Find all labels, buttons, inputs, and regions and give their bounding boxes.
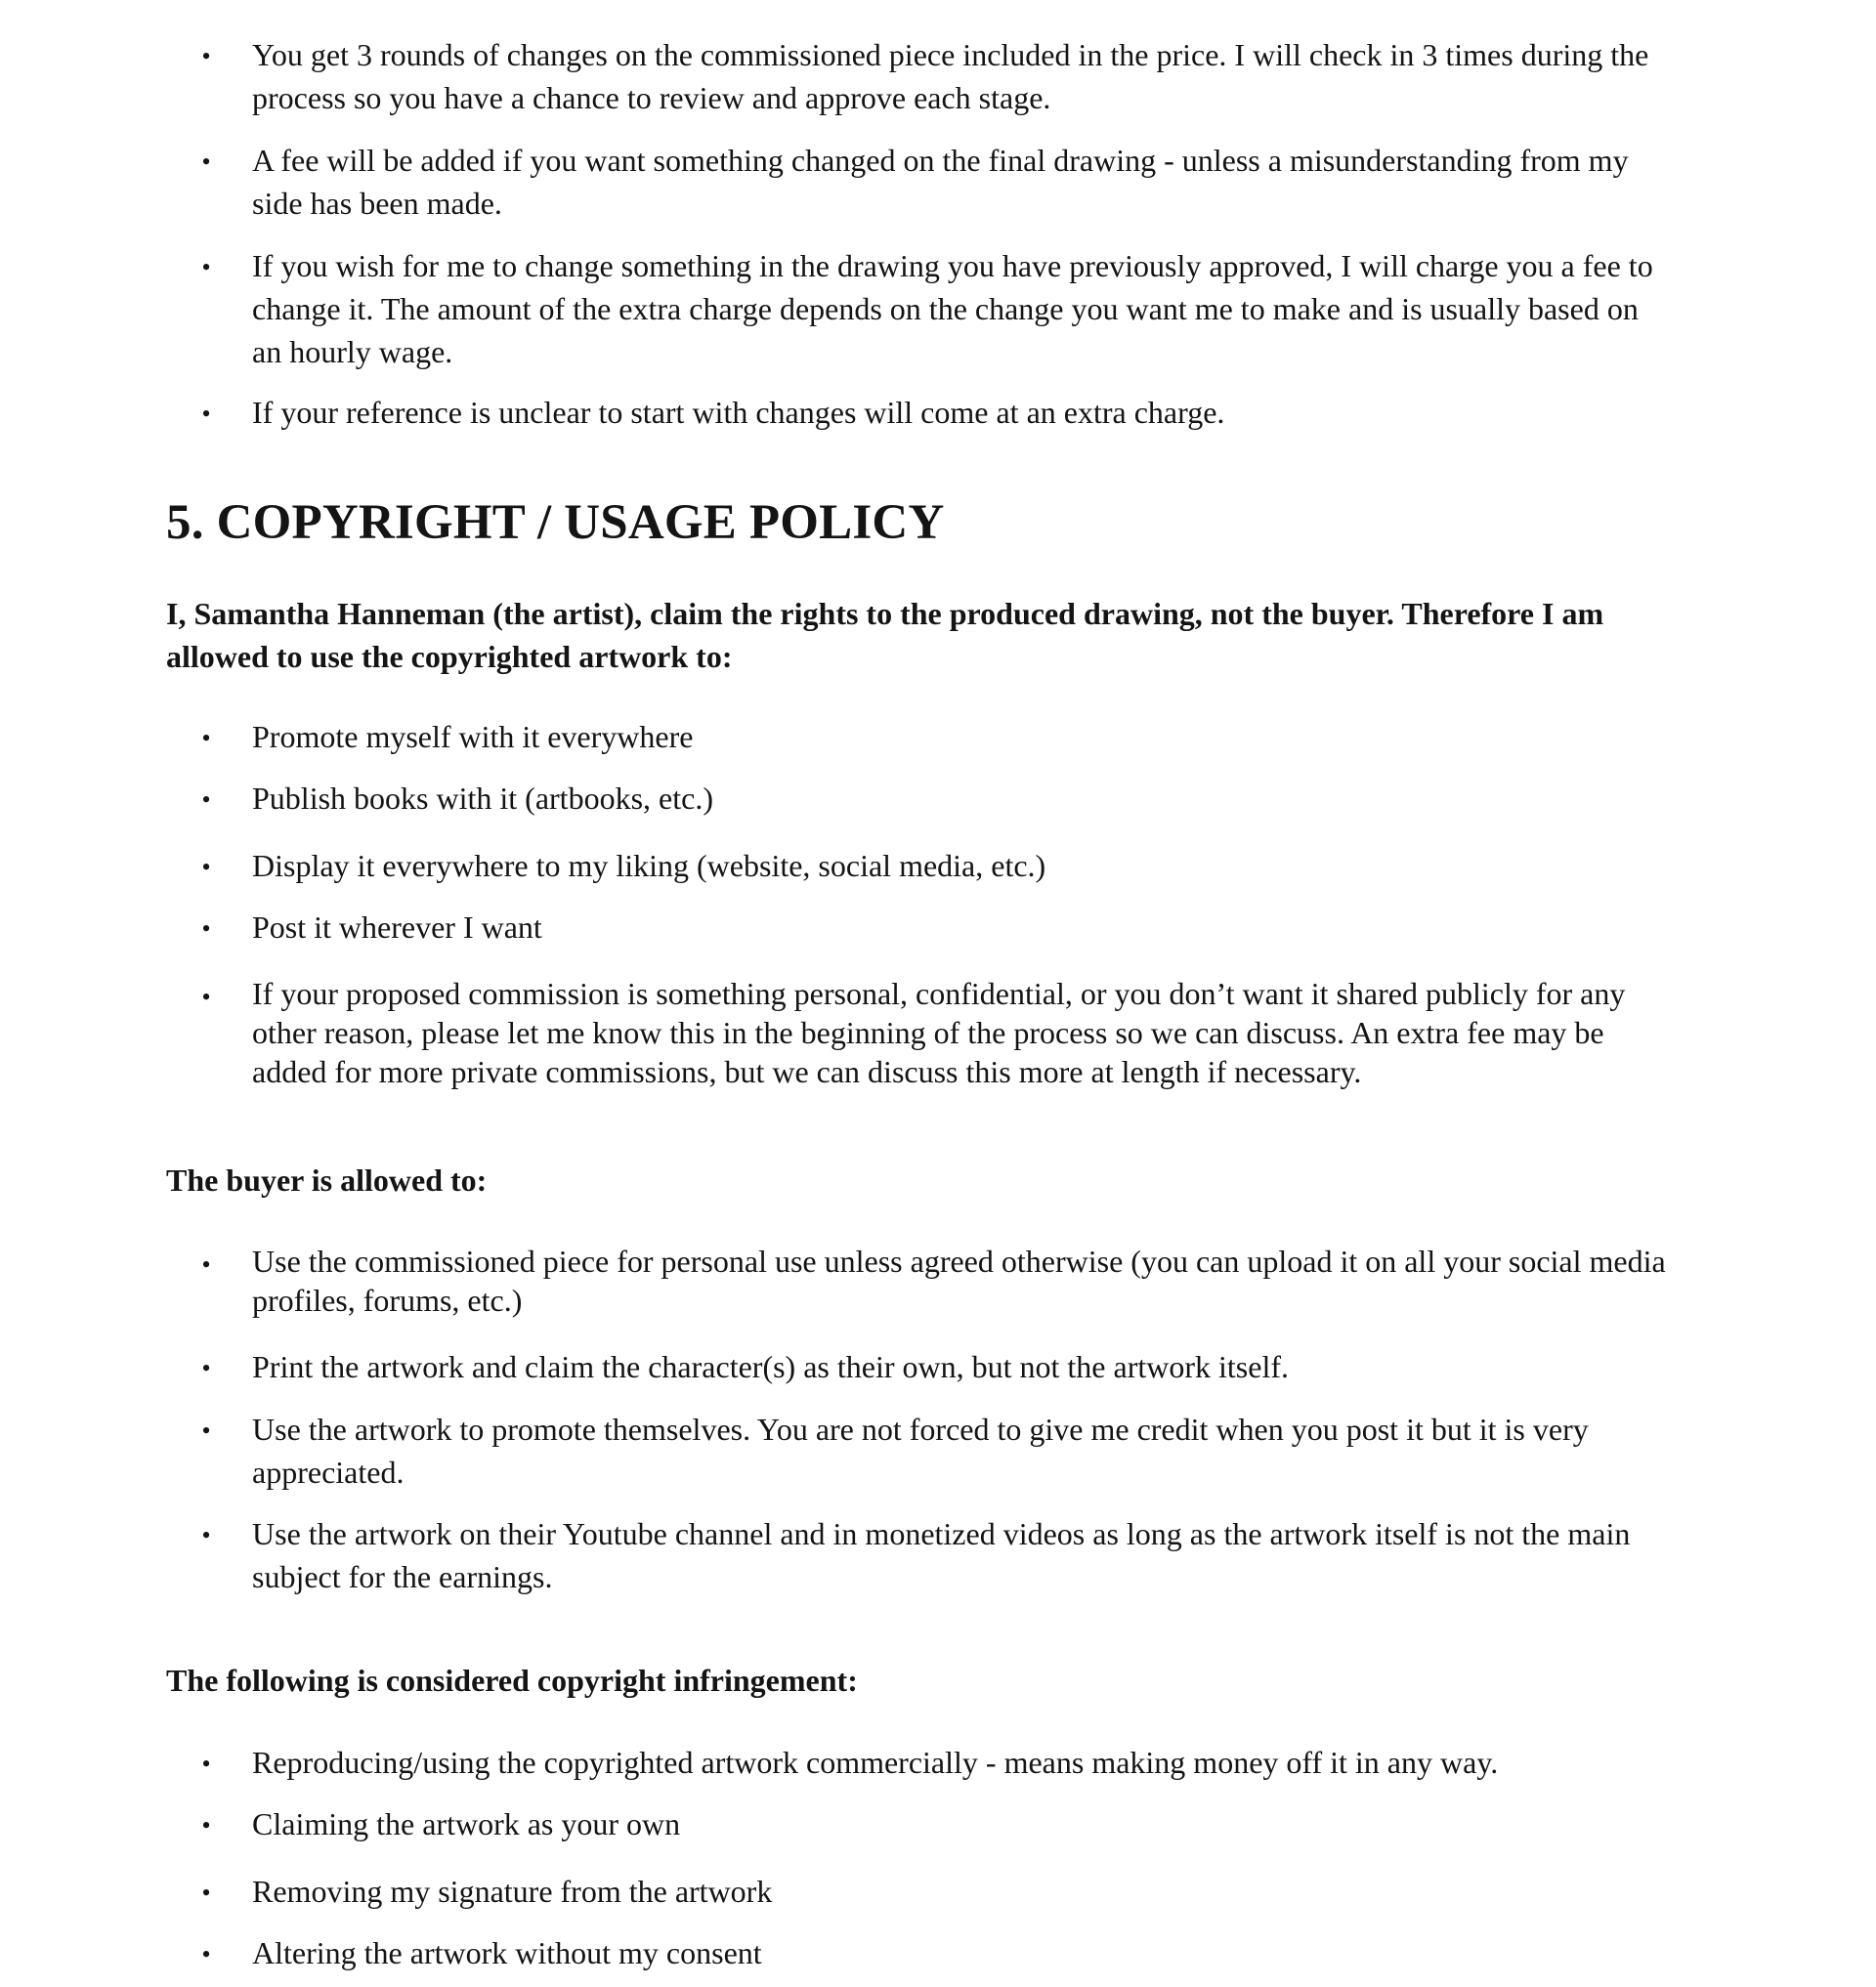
bullet: • xyxy=(201,1521,211,1549)
list-item-text: Claiming the artwork as your own xyxy=(252,1806,681,1841)
list-item-text: A fee will be added if you want something changed on the final drawing - unless a misunderstanding from my side has been made. xyxy=(252,143,1629,221)
bullet: • xyxy=(201,400,211,428)
list-item xyxy=(201,715,1675,758)
list-item xyxy=(201,777,1675,820)
bullet: • xyxy=(201,1811,211,1839)
list-item-text: Use the commissioned piece for personal use unless agreed otherwise (you can upload it on all your social media profiles, forums, etc.) xyxy=(252,1244,1666,1318)
list-item xyxy=(201,1345,1675,1388)
list-item-text: Removing my signature from the artwork xyxy=(252,1874,773,1909)
bullet: • xyxy=(201,785,211,814)
list-item-text: Publish books with it (artbooks, etc.) xyxy=(252,781,713,816)
bullet: • xyxy=(201,42,211,70)
list-item xyxy=(201,1870,1675,1913)
list-item-text: Promote myself with it everywhere xyxy=(252,719,694,754)
bullet: • xyxy=(201,983,211,1011)
section-heading: 5. COPYRIGHT / USAGE POLICY xyxy=(166,495,945,550)
list-item xyxy=(201,244,1675,373)
list-item xyxy=(201,139,1675,225)
list-item xyxy=(201,33,1675,119)
list-item-text: Post it wherever I want xyxy=(252,909,542,945)
bullet: • xyxy=(201,253,211,281)
list-item-text: If your reference is unclear to start with changes will come at an extra charge. xyxy=(252,395,1225,430)
list-item-text: Altering the artwork without my consent xyxy=(252,1935,762,1970)
list-item-text: If you wish for me to change something in the drawing you have previously approved, I will charge you a fee to change it. The amount of the extra charge depends on the change you want me to make and is usually based on an hourly wage. xyxy=(252,248,1653,369)
list-item-text: Use the artwork on their Youtube channel and in monetized videos as long as the artwork itself is not the main subject for the earnings. xyxy=(252,1516,1631,1594)
bullet: • xyxy=(201,1879,211,1907)
list-item xyxy=(201,906,1675,949)
list-item-text: Use the artwork to promote themselves. You are not forced to give me credit when you post it but it is very appreciated. xyxy=(252,1412,1589,1490)
list-item xyxy=(201,1408,1675,1494)
bullet: • xyxy=(201,914,211,943)
list-item-text: Reproducing/using the copyrighted artwork commercially - means making money off it in any way. xyxy=(252,1745,1499,1780)
bullet: • xyxy=(201,1250,211,1279)
list-item-text: If your proposed commission is something personal, confidential, or you don’t want it shared publicly for any other reason, please let me know this in the beginning of the process so we can discuss. An extra fee may be added for more private commissions, but we can discuss this more at length if necessary. xyxy=(252,976,1626,1089)
bullet: • xyxy=(201,148,211,176)
bullet: • xyxy=(201,1416,211,1445)
bullet: • xyxy=(201,1940,211,1968)
bullet: • xyxy=(201,1750,211,1778)
bullet: • xyxy=(201,724,211,752)
list-item xyxy=(201,391,1675,434)
buyer-heading: The buyer is allowed to: xyxy=(166,1163,488,1198)
list-item xyxy=(201,1931,1675,1974)
list-item-text: Print the artwork and claim the character(s) as their own, but not the artwork itself. xyxy=(252,1349,1289,1384)
list-item-text: Display it everywhere to my liking (website, social media, etc.) xyxy=(252,848,1046,883)
list-item-text: You get 3 rounds of changes on the commissioned piece included in the price. I will check in 3 times during the process so you have a chance to review and approve each stage. xyxy=(252,37,1649,115)
list-item xyxy=(201,1242,1675,1320)
list-item xyxy=(201,974,1675,1091)
bullet: • xyxy=(201,853,211,881)
list-item xyxy=(201,1512,1675,1598)
list-item xyxy=(201,1741,1675,1784)
list-item xyxy=(201,844,1675,887)
artist-claim-paragraph: I, Samantha Hanneman (the artist), claim the rights to the produced drawing, not the buyer. Therefore I am allowed to use the copyrighted artwork to: xyxy=(166,596,1604,674)
list-item xyxy=(201,1802,1675,1845)
bullet: • xyxy=(201,1354,211,1382)
infringement-heading: The following is considered copyright infringement: xyxy=(166,1663,858,1698)
